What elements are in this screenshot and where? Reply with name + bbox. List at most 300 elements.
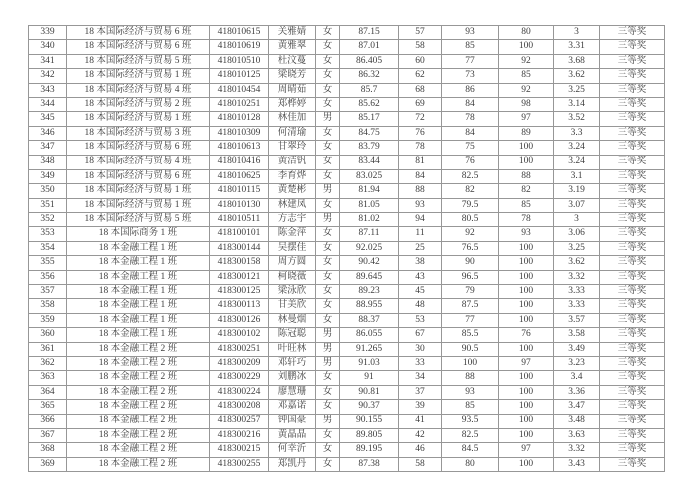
cell-score_b: 100 bbox=[499, 371, 554, 385]
cell-avg_score: 86.055 bbox=[340, 328, 399, 342]
cell-name: 何幸沂 bbox=[269, 443, 316, 457]
cell-no: 354 bbox=[29, 241, 67, 255]
cell-student_id: 418300158 bbox=[210, 256, 269, 270]
cell-class_name: 18 本金融工程 2 班 bbox=[67, 428, 210, 442]
cell-score_a: 84 bbox=[442, 126, 499, 140]
cell-avg_score: 89.23 bbox=[340, 285, 399, 299]
student-score-table bbox=[28, 25, 665, 472]
cell-award: 三等奖 bbox=[600, 241, 665, 255]
table-row bbox=[29, 227, 665, 241]
cell-no: 344 bbox=[29, 97, 67, 111]
cell-score_b: 100 bbox=[499, 285, 554, 299]
cell-score_a: 76.5 bbox=[442, 241, 499, 255]
cell-class_name: 18 本金融工程 2 班 bbox=[67, 385, 210, 399]
cell-name: 陈金萍 bbox=[269, 227, 316, 241]
cell-no: 346 bbox=[29, 126, 67, 140]
cell-score_a: 82.5 bbox=[442, 169, 499, 183]
cell-student_id: 418010511 bbox=[210, 213, 269, 227]
cell-score_a: 84 bbox=[442, 97, 499, 111]
cell-class_name: 18 本金融工程 2 班 bbox=[67, 443, 210, 457]
table-row bbox=[29, 313, 665, 327]
cell-score_b: 93 bbox=[499, 227, 554, 241]
cell-award: 三等奖 bbox=[600, 213, 665, 227]
cell-name: 甘翠玲 bbox=[269, 141, 316, 155]
cell-score_a: 82.5 bbox=[442, 428, 499, 442]
cell-rank: 48 bbox=[399, 299, 442, 313]
cell-score_b: 78 bbox=[499, 213, 554, 227]
cell-score_a: 90.5 bbox=[442, 342, 499, 356]
cell-score_a: 80 bbox=[442, 457, 499, 471]
cell-avg_score: 83.79 bbox=[340, 141, 399, 155]
cell-award: 三等奖 bbox=[600, 285, 665, 299]
cell-gender: 女 bbox=[316, 299, 340, 313]
cell-student_id: 418010625 bbox=[210, 169, 269, 183]
cell-avg_score: 88.955 bbox=[340, 299, 399, 313]
cell-gender: 女 bbox=[316, 400, 340, 414]
cell-score_b: 97 bbox=[499, 112, 554, 126]
table-row bbox=[29, 457, 665, 471]
cell-class_name: 18 本金融工程 2 班 bbox=[67, 342, 210, 356]
cell-class_name: 18 本金融工程 1 班 bbox=[67, 241, 210, 255]
cell-class_name: 18 本国际经济与贸易 1 班 bbox=[67, 198, 210, 212]
cell-score_a: 87.5 bbox=[442, 299, 499, 313]
cell-avg_score: 92.025 bbox=[340, 241, 399, 255]
cell-rank: 81 bbox=[399, 155, 442, 169]
cell-name: 梁晓芳 bbox=[269, 69, 316, 83]
table-row bbox=[29, 299, 665, 313]
cell-student_id: 418010125 bbox=[210, 69, 269, 83]
cell-gpa: 3.24 bbox=[554, 141, 600, 155]
cell-no: 364 bbox=[29, 385, 67, 399]
cell-class_name: 18 本国际经济与贸易 6 班 bbox=[67, 40, 210, 54]
table-row bbox=[29, 241, 665, 255]
cell-no: 348 bbox=[29, 155, 67, 169]
cell-no: 357 bbox=[29, 285, 67, 299]
cell-avg_score: 90.81 bbox=[340, 385, 399, 399]
cell-gender: 女 bbox=[316, 155, 340, 169]
cell-name: 何清瑜 bbox=[269, 126, 316, 140]
cell-avg_score: 87.01 bbox=[340, 40, 399, 54]
table-row bbox=[29, 26, 665, 40]
cell-score_b: 80 bbox=[499, 26, 554, 40]
cell-score_b: 100 bbox=[499, 141, 554, 155]
cell-name: 陈冠聪 bbox=[269, 328, 316, 342]
cell-no: 355 bbox=[29, 256, 67, 270]
cell-name: 林佳加 bbox=[269, 112, 316, 126]
cell-name: 黄雅翠 bbox=[269, 40, 316, 54]
cell-class_name: 18 本金融工程 1 班 bbox=[67, 270, 210, 284]
cell-gpa: 3.63 bbox=[554, 428, 600, 442]
cell-score_a: 79.5 bbox=[442, 198, 499, 212]
cell-award: 三等奖 bbox=[600, 169, 665, 183]
cell-no: 360 bbox=[29, 328, 67, 342]
cell-rank: 93 bbox=[399, 198, 442, 212]
cell-award: 三等奖 bbox=[600, 270, 665, 284]
cell-no: 351 bbox=[29, 198, 67, 212]
cell-award: 三等奖 bbox=[600, 97, 665, 111]
table-row bbox=[29, 40, 665, 54]
cell-name: 黄晶晶 bbox=[269, 428, 316, 442]
cell-rank: 69 bbox=[399, 97, 442, 111]
cell-gender: 男 bbox=[316, 184, 340, 198]
cell-award: 三等奖 bbox=[600, 342, 665, 356]
cell-student_id: 418300126 bbox=[210, 313, 269, 327]
cell-gpa: 3.25 bbox=[554, 83, 600, 97]
cell-award: 三等奖 bbox=[600, 83, 665, 97]
cell-score_a: 96.5 bbox=[442, 270, 499, 284]
cell-student_id: 418010128 bbox=[210, 112, 269, 126]
table-row bbox=[29, 371, 665, 385]
table-row bbox=[29, 270, 665, 284]
cell-score_a: 90 bbox=[442, 256, 499, 270]
cell-class_name: 18 本金融工程 2 班 bbox=[67, 400, 210, 414]
cell-score_b: 100 bbox=[499, 342, 554, 356]
cell-student_id: 418300224 bbox=[210, 385, 269, 399]
cell-rank: 39 bbox=[399, 400, 442, 414]
cell-gender: 女 bbox=[316, 313, 340, 327]
cell-avg_score: 91.265 bbox=[340, 342, 399, 356]
cell-no: 366 bbox=[29, 414, 67, 428]
cell-student_id: 418300215 bbox=[210, 443, 269, 457]
cell-avg_score: 91.03 bbox=[340, 356, 399, 370]
cell-gpa: 3.24 bbox=[554, 155, 600, 169]
cell-gender: 女 bbox=[316, 198, 340, 212]
cell-gender: 女 bbox=[316, 141, 340, 155]
cell-score_a: 92 bbox=[442, 227, 499, 241]
cell-award: 三等奖 bbox=[600, 443, 665, 457]
cell-gender: 女 bbox=[316, 54, 340, 68]
cell-gpa: 3.1 bbox=[554, 169, 600, 183]
cell-gpa: 3.57 bbox=[554, 313, 600, 327]
cell-award: 三等奖 bbox=[600, 371, 665, 385]
table-row bbox=[29, 169, 665, 183]
cell-name: 郑桦婷 bbox=[269, 97, 316, 111]
cell-no: 340 bbox=[29, 40, 67, 54]
cell-award: 三等奖 bbox=[600, 26, 665, 40]
cell-rank: 62 bbox=[399, 69, 442, 83]
cell-score_b: 85 bbox=[499, 198, 554, 212]
cell-gender: 女 bbox=[316, 428, 340, 442]
cell-gender: 女 bbox=[316, 26, 340, 40]
cell-gender: 男 bbox=[316, 356, 340, 370]
cell-gpa: 3.49 bbox=[554, 342, 600, 356]
cell-no: 345 bbox=[29, 112, 67, 126]
cell-gender: 女 bbox=[316, 169, 340, 183]
cell-no: 358 bbox=[29, 299, 67, 313]
cell-name: 梁泳欣 bbox=[269, 285, 316, 299]
cell-name: 甘美欣 bbox=[269, 299, 316, 313]
cell-gender: 女 bbox=[316, 126, 340, 140]
cell-score_b: 85 bbox=[499, 69, 554, 83]
cell-class_name: 18 本金融工程 1 班 bbox=[67, 313, 210, 327]
cell-score_b: 82 bbox=[499, 184, 554, 198]
cell-gpa: 3.33 bbox=[554, 285, 600, 299]
cell-class_name: 18 本国际商务 1 班 bbox=[67, 227, 210, 241]
cell-score_b: 100 bbox=[499, 155, 554, 169]
cell-award: 三等奖 bbox=[600, 112, 665, 126]
cell-student_id: 418300144 bbox=[210, 241, 269, 255]
cell-rank: 42 bbox=[399, 428, 442, 442]
cell-avg_score: 85.62 bbox=[340, 97, 399, 111]
cell-award: 三等奖 bbox=[600, 457, 665, 471]
cell-class_name: 18 本金融工程 2 班 bbox=[67, 414, 210, 428]
cell-award: 三等奖 bbox=[600, 256, 665, 270]
cell-avg_score: 86.405 bbox=[340, 54, 399, 68]
cell-score_a: 80.5 bbox=[442, 213, 499, 227]
cell-gpa: 3.48 bbox=[554, 414, 600, 428]
cell-class_name: 18 本国际经济与贸易 5 班 bbox=[67, 213, 210, 227]
table-row bbox=[29, 141, 665, 155]
cell-award: 三等奖 bbox=[600, 328, 665, 342]
cell-avg_score: 81.94 bbox=[340, 184, 399, 198]
cell-class_name: 18 本国际经济与贸易 4 班 bbox=[67, 83, 210, 97]
cell-score_a: 84.5 bbox=[442, 443, 499, 457]
cell-avg_score: 91 bbox=[340, 371, 399, 385]
cell-score_b: 97 bbox=[499, 443, 554, 457]
cell-score_b: 100 bbox=[499, 40, 554, 54]
cell-student_id: 418010619 bbox=[210, 40, 269, 54]
cell-student_id: 418010613 bbox=[210, 141, 269, 155]
cell-rank: 25 bbox=[399, 241, 442, 255]
cell-rank: 88 bbox=[399, 184, 442, 198]
cell-name: 邓嘉诺 bbox=[269, 400, 316, 414]
cell-score_a: 88 bbox=[442, 371, 499, 385]
cell-student_id: 418100101 bbox=[210, 227, 269, 241]
cell-class_name: 18 本国际经济与贸易 6 班 bbox=[67, 169, 210, 183]
cell-score_a: 77 bbox=[442, 313, 499, 327]
cell-award: 三等奖 bbox=[600, 184, 665, 198]
cell-rank: 11 bbox=[399, 227, 442, 241]
cell-gender: 女 bbox=[316, 83, 340, 97]
cell-class_name: 18 本国际经济与贸易 3 班 bbox=[67, 126, 210, 140]
cell-avg_score: 89.195 bbox=[340, 443, 399, 457]
cell-student_id: 418010416 bbox=[210, 155, 269, 169]
cell-no: 365 bbox=[29, 400, 67, 414]
cell-avg_score: 89.805 bbox=[340, 428, 399, 442]
cell-score_b: 100 bbox=[499, 400, 554, 414]
cell-gpa: 3.62 bbox=[554, 69, 600, 83]
cell-gpa: 3.43 bbox=[554, 457, 600, 471]
table-row bbox=[29, 285, 665, 299]
table-row bbox=[29, 400, 665, 414]
cell-avg_score: 90.42 bbox=[340, 256, 399, 270]
cell-class_name: 18 本金融工程 2 班 bbox=[67, 356, 210, 370]
table-row bbox=[29, 69, 665, 83]
cell-name: 李育烨 bbox=[269, 169, 316, 183]
cell-gpa: 3.62 bbox=[554, 256, 600, 270]
cell-gender: 男 bbox=[316, 414, 340, 428]
cell-rank: 45 bbox=[399, 285, 442, 299]
cell-gpa: 3.32 bbox=[554, 443, 600, 457]
cell-no: 363 bbox=[29, 371, 67, 385]
cell-score_b: 100 bbox=[499, 385, 554, 399]
cell-score_b: 100 bbox=[499, 270, 554, 284]
cell-gpa: 3 bbox=[554, 26, 600, 40]
cell-class_name: 18 本金融工程 1 班 bbox=[67, 299, 210, 313]
cell-score_a: 79 bbox=[442, 285, 499, 299]
cell-name: 周晴茹 bbox=[269, 83, 316, 97]
cell-rank: 33 bbox=[399, 356, 442, 370]
cell-avg_score: 85.17 bbox=[340, 112, 399, 126]
cell-gpa: 3.47 bbox=[554, 400, 600, 414]
table-row bbox=[29, 83, 665, 97]
cell-student_id: 418010510 bbox=[210, 54, 269, 68]
cell-student_id: 418010115 bbox=[210, 184, 269, 198]
cell-rank: 58 bbox=[399, 457, 442, 471]
cell-score_a: 85 bbox=[442, 400, 499, 414]
cell-gender: 女 bbox=[316, 270, 340, 284]
cell-score_a: 76 bbox=[442, 155, 499, 169]
cell-score_a: 73 bbox=[442, 69, 499, 83]
cell-name: 杜汶蔓 bbox=[269, 54, 316, 68]
cell-score_b: 89 bbox=[499, 126, 554, 140]
cell-no: 356 bbox=[29, 270, 67, 284]
cell-avg_score: 81.05 bbox=[340, 198, 399, 212]
cell-gender: 女 bbox=[316, 256, 340, 270]
cell-gpa: 3.07 bbox=[554, 198, 600, 212]
cell-student_id: 418300216 bbox=[210, 428, 269, 442]
cell-no: 349 bbox=[29, 169, 67, 183]
cell-score_b: 100 bbox=[499, 428, 554, 442]
table-row bbox=[29, 414, 665, 428]
cell-score_a: 85.5 bbox=[442, 328, 499, 342]
cell-class_name: 18 本国际经济与贸易 4 班 bbox=[67, 155, 210, 169]
cell-no: 341 bbox=[29, 54, 67, 68]
cell-gpa: 3.32 bbox=[554, 270, 600, 284]
cell-gender: 男 bbox=[316, 213, 340, 227]
cell-gender: 女 bbox=[316, 97, 340, 111]
table-row bbox=[29, 342, 665, 356]
cell-score_b: 88 bbox=[499, 169, 554, 183]
cell-no: 352 bbox=[29, 213, 67, 227]
cell-gender: 男 bbox=[316, 342, 340, 356]
table-row bbox=[29, 443, 665, 457]
cell-name: 叶旺林 bbox=[269, 342, 316, 356]
cell-gpa: 3.4 bbox=[554, 371, 600, 385]
cell-no: 369 bbox=[29, 457, 67, 471]
cell-class_name: 18 本国际经济与贸易 1 班 bbox=[67, 112, 210, 126]
cell-name: 林曼烟 bbox=[269, 313, 316, 327]
cell-score_a: 93.5 bbox=[442, 414, 499, 428]
cell-name: 关雅婧 bbox=[269, 26, 316, 40]
cell-score_b: 92 bbox=[499, 54, 554, 68]
cell-rank: 68 bbox=[399, 83, 442, 97]
cell-gender: 女 bbox=[316, 227, 340, 241]
cell-gpa: 3.52 bbox=[554, 112, 600, 126]
cell-class_name: 18 本国际经济与贸易 1 班 bbox=[67, 184, 210, 198]
cell-rank: 76 bbox=[399, 126, 442, 140]
cell-gpa: 3.58 bbox=[554, 328, 600, 342]
cell-rank: 46 bbox=[399, 443, 442, 457]
cell-gender: 女 bbox=[316, 385, 340, 399]
cell-award: 三等奖 bbox=[600, 313, 665, 327]
cell-rank: 94 bbox=[399, 213, 442, 227]
cell-score_b: 100 bbox=[499, 457, 554, 471]
cell-score_b: 97 bbox=[499, 356, 554, 370]
cell-score_a: 78 bbox=[442, 112, 499, 126]
cell-rank: 58 bbox=[399, 40, 442, 54]
cell-student_id: 418300121 bbox=[210, 270, 269, 284]
cell-no: 353 bbox=[29, 227, 67, 241]
cell-no: 367 bbox=[29, 428, 67, 442]
cell-award: 三等奖 bbox=[600, 356, 665, 370]
cell-student_id: 418010130 bbox=[210, 198, 269, 212]
cell-award: 三等奖 bbox=[600, 385, 665, 399]
cell-rank: 53 bbox=[399, 313, 442, 327]
cell-avg_score: 90.37 bbox=[340, 400, 399, 414]
table-row bbox=[29, 385, 665, 399]
cell-avg_score: 81.02 bbox=[340, 213, 399, 227]
cell-award: 三等奖 bbox=[600, 400, 665, 414]
cell-student_id: 418010454 bbox=[210, 83, 269, 97]
cell-no: 342 bbox=[29, 69, 67, 83]
cell-gender: 女 bbox=[316, 457, 340, 471]
cell-award: 三等奖 bbox=[600, 299, 665, 313]
cell-score_a: 77 bbox=[442, 54, 499, 68]
cell-score_b: 98 bbox=[499, 97, 554, 111]
cell-name: 吴摆佳 bbox=[269, 241, 316, 255]
cell-gpa: 3.36 bbox=[554, 385, 600, 399]
cell-no: 350 bbox=[29, 184, 67, 198]
cell-name: 黄洁钒 bbox=[269, 155, 316, 169]
cell-rank: 78 bbox=[399, 141, 442, 155]
cell-award: 三等奖 bbox=[600, 54, 665, 68]
cell-student_id: 418010251 bbox=[210, 97, 269, 111]
cell-name: 林建凤 bbox=[269, 198, 316, 212]
cell-name: 钟国豪 bbox=[269, 414, 316, 428]
cell-gpa: 3.3 bbox=[554, 126, 600, 140]
cell-avg_score: 87.38 bbox=[340, 457, 399, 471]
cell-gpa: 3.19 bbox=[554, 184, 600, 198]
cell-score_b: 100 bbox=[499, 256, 554, 270]
cell-score_b: 100 bbox=[499, 299, 554, 313]
cell-rank: 84 bbox=[399, 169, 442, 183]
cell-no: 359 bbox=[29, 313, 67, 327]
cell-gpa: 3.14 bbox=[554, 97, 600, 111]
cell-rank: 37 bbox=[399, 385, 442, 399]
table-row bbox=[29, 428, 665, 442]
cell-rank: 67 bbox=[399, 328, 442, 342]
cell-student_id: 418300208 bbox=[210, 400, 269, 414]
cell-score_b: 100 bbox=[499, 414, 554, 428]
table-row bbox=[29, 213, 665, 227]
cell-gpa: 3.31 bbox=[554, 40, 600, 54]
cell-class_name: 18 本金融工程 1 班 bbox=[67, 328, 210, 342]
cell-score_a: 82 bbox=[442, 184, 499, 198]
cell-student_id: 418010309 bbox=[210, 126, 269, 140]
cell-award: 三等奖 bbox=[600, 40, 665, 54]
cell-rank: 38 bbox=[399, 256, 442, 270]
cell-award: 三等奖 bbox=[600, 155, 665, 169]
cell-rank: 34 bbox=[399, 371, 442, 385]
cell-score_b: 100 bbox=[499, 241, 554, 255]
cell-no: 368 bbox=[29, 443, 67, 457]
cell-rank: 30 bbox=[399, 342, 442, 356]
cell-avg_score: 83.44 bbox=[340, 155, 399, 169]
cell-gpa: 3.33 bbox=[554, 299, 600, 313]
cell-no: 343 bbox=[29, 83, 67, 97]
cell-avg_score: 88.37 bbox=[340, 313, 399, 327]
cell-award: 三等奖 bbox=[600, 428, 665, 442]
cell-rank: 41 bbox=[399, 414, 442, 428]
cell-gpa: 3 bbox=[554, 213, 600, 227]
cell-student_id: 418300229 bbox=[210, 371, 269, 385]
cell-class_name: 18 本国际经济与贸易 5 班 bbox=[67, 54, 210, 68]
cell-name: 柯晓薇 bbox=[269, 270, 316, 284]
cell-score_a: 100 bbox=[442, 356, 499, 370]
table-row bbox=[29, 155, 665, 169]
cell-avg_score: 84.75 bbox=[340, 126, 399, 140]
